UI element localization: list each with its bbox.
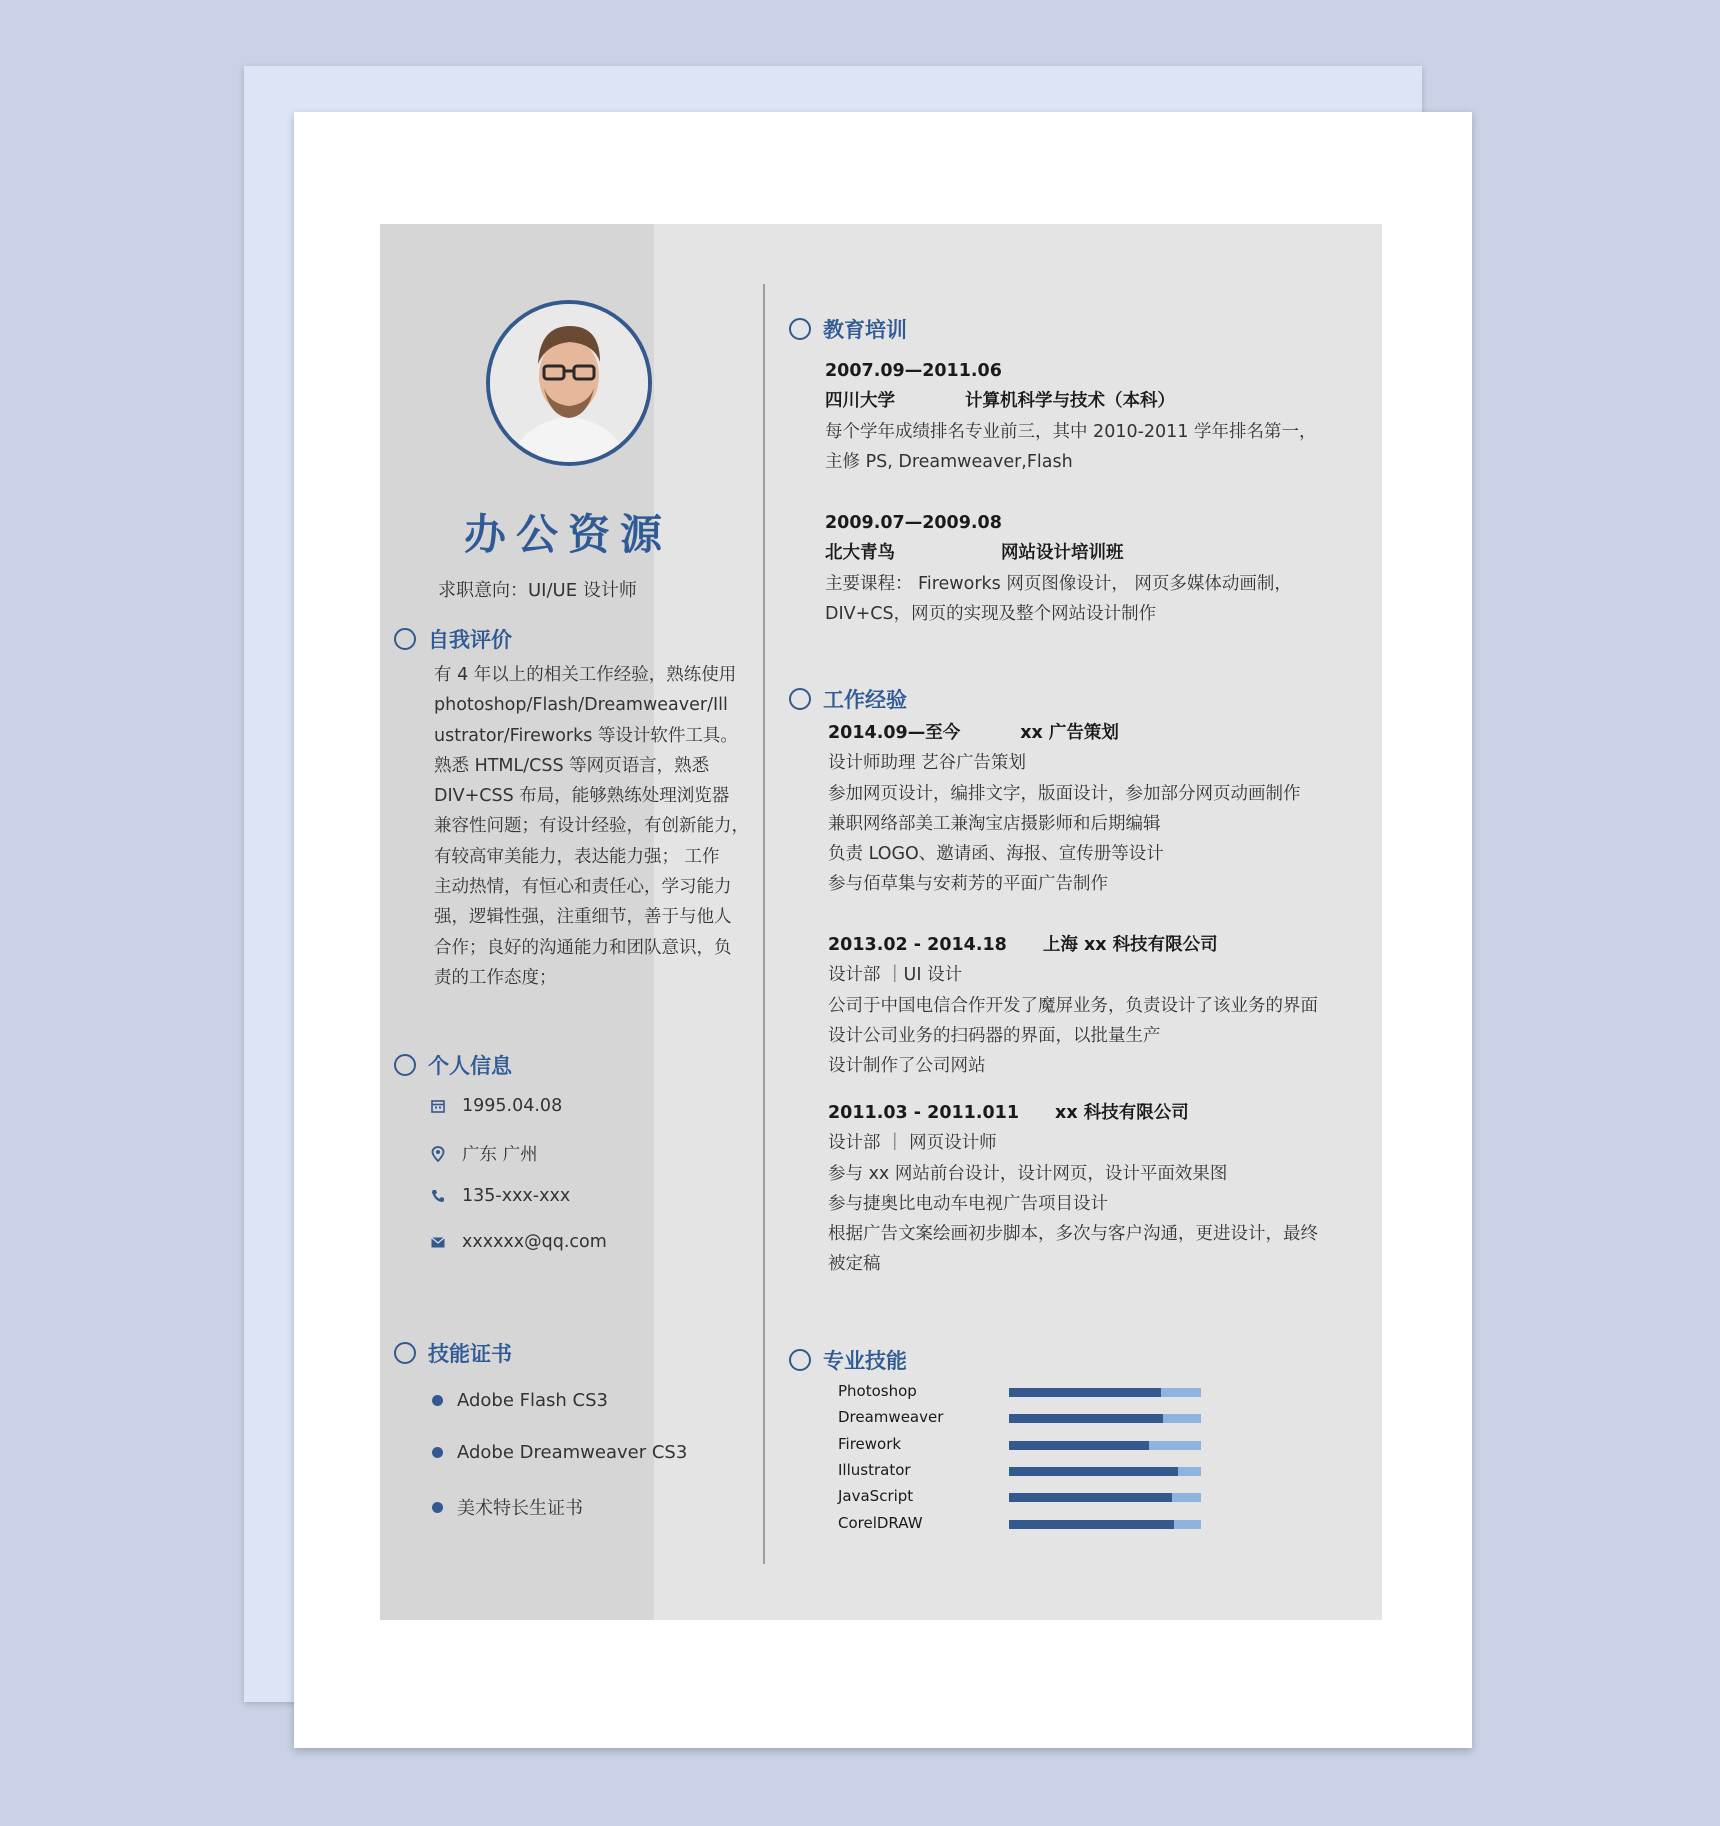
work-entry [828, 930, 1318, 1081]
work-line: 被定稿 [828, 1254, 881, 1275]
work-line: 参与捷奥比电动车电视广告项目设计 [828, 1193, 1108, 1214]
edu-date: 2009.07—2009.08 [825, 513, 1002, 533]
bullet-icon [432, 1395, 443, 1406]
education-entry [825, 508, 1292, 629]
work-line: 根据广告文案绘画初步脚本，多次与客户沟通，更进设计，最终 [828, 1224, 1318, 1245]
person-avatar-icon [490, 304, 648, 462]
edu-line: 主要课程： Fireworks 网页图像设计， 网页多媒体动画制， [825, 573, 1292, 594]
skill-bar-fill [1009, 1467, 1178, 1476]
edu-school: 四川大学 [825, 391, 895, 412]
info-phone [430, 1186, 570, 1206]
section-skills-header [789, 1345, 907, 1375]
edu-line: DIV+CS，网页的实现及整个网站设计制作 [825, 603, 1157, 624]
work-company: xx 广告策划 [1020, 723, 1119, 743]
cert-label: Adobe Flash CS3 [457, 1390, 608, 1411]
skill-bar-fill [1009, 1414, 1163, 1423]
section-work-header [789, 684, 907, 714]
circle-marker-icon [394, 1342, 416, 1364]
work-line: 公司于中国电信合作开发了魔屏业务，负责设计了该业务的界面 [828, 995, 1318, 1016]
cert-item [432, 1442, 687, 1463]
section-personal-header [394, 1050, 512, 1080]
skill-name: Illustrator [838, 1460, 911, 1479]
birthday-value: 1995.04.08 [462, 1096, 563, 1116]
work-company: xx 科技有限公司 [1055, 1103, 1189, 1123]
work-date: 2013.02 - 2014.18 [828, 935, 1007, 955]
self-eval-line: 有 4 年以上的相关工作经验，熟练使用 [434, 665, 737, 685]
edu-line: 每个学年成绩排名专业前三，其中 2010-2011 学年排名第一， [825, 421, 1317, 442]
skill-name: CorelDRAW [838, 1513, 923, 1532]
column-divider [763, 284, 765, 1564]
cert-label: Adobe Dreamweaver CS3 [457, 1442, 688, 1463]
envelope-icon [430, 1234, 446, 1250]
self-eval-line: 合作；良好的沟通能力和团队意识，负 [434, 937, 732, 958]
work-line: 参与 xx 网站前台设计，设计网页，设计平面效果图 [828, 1163, 1228, 1184]
skill-bar [1009, 1441, 1201, 1450]
self-eval-line: 责的工作态度； [434, 967, 557, 988]
section-title: 个人信息 [428, 1054, 512, 1078]
phone-value: 135-xxx-xxx [462, 1186, 571, 1206]
self-eval-line: ustrator/Fireworks 等设计软件工具。 [434, 725, 738, 746]
work-line: 设计制作了公司网站 [828, 1056, 986, 1077]
skill-bar-fill [1009, 1388, 1161, 1397]
skill-bar [1009, 1520, 1201, 1529]
bullet-icon [432, 1502, 443, 1513]
circle-marker-icon [394, 1054, 416, 1076]
skill-name: Photoshop [838, 1382, 917, 1400]
location-pin-icon [430, 1146, 446, 1162]
work-entry [828, 1098, 1318, 1280]
work-company: 上海 xx 科技有限公司 [1042, 935, 1218, 955]
skill-bar-fill [1009, 1493, 1172, 1502]
edu-major: 网站设计培训班 [1001, 543, 1124, 564]
skill-name: JavaScript [838, 1487, 914, 1506]
self-eval-line: 熟悉 HTML/CSS 等网页语言，熟悉 [434, 755, 710, 776]
section-title: 专业技能 [823, 1349, 907, 1373]
section-title: 自我评价 [428, 628, 512, 652]
work-date: 2011.03 - 2011.011 [828, 1103, 1020, 1123]
front-paper-sheet [294, 112, 1472, 1748]
resume-page [380, 224, 1382, 1620]
profile-photo [486, 300, 652, 466]
circle-marker-icon [789, 318, 811, 340]
work-line: 兼职网络部美工兼淘宝店摄影师和后期编辑 [828, 813, 1161, 834]
self-eval-line: 强，逻辑性强，注重细节，善于与他人 [434, 907, 732, 928]
skill-bar [1009, 1388, 1201, 1397]
skill-bar-fill [1009, 1520, 1174, 1529]
work-date: 2014.09—至今 [828, 723, 961, 743]
self-eval-line: 主动热情，有恒心和责任心，学习能力 [434, 877, 732, 898]
self-eval-line: 有较高审美能力，表达能力强； 工作 [434, 846, 720, 867]
skill-name: Firework [838, 1434, 902, 1453]
self-eval-line: 兼容性问题；有设计经验，有创新能力， [434, 816, 749, 837]
section-certs-header [394, 1338, 512, 1368]
circle-marker-icon [789, 688, 811, 710]
work-entry [828, 718, 1301, 900]
self-eval-line: photoshop/Flash/Dreamweaver/Ill [434, 695, 728, 716]
work-line: 设计公司业务的扫码器的界面，以批量生产 [828, 1025, 1161, 1046]
phone-icon [430, 1188, 446, 1204]
work-line: 设计部 ｜ 网页设计师 [828, 1133, 997, 1154]
work-line: 设计师助理 艺谷广告策划 [828, 753, 1027, 774]
skill-name: Dreamweaver [838, 1408, 944, 1427]
skill-bar [1009, 1414, 1201, 1423]
info-birthday [430, 1096, 562, 1116]
person-name: 办公资源 [464, 510, 673, 559]
circle-marker-icon [394, 628, 416, 650]
cert-label: 美术特长生证书 [457, 1498, 583, 1519]
self-eval-text [434, 660, 749, 993]
section-title: 教育培训 [823, 318, 907, 342]
skill-bar [1009, 1493, 1201, 1502]
calendar-icon [430, 1098, 446, 1114]
self-eval-line: DIV+CSS 布局，能够熟练处理浏览器 [434, 786, 730, 807]
cert-item [432, 1390, 608, 1411]
work-line: 参加网页设计，编排文字，版面设计，参加部分网页动画制作 [828, 783, 1301, 804]
work-line: 设计部 ｜UI 设计 [828, 965, 963, 986]
edu-date: 2007.09—2011.06 [825, 361, 1002, 381]
skill-bar [1009, 1467, 1201, 1476]
work-line: 参与佰草集与安莉芳的平面广告制作 [828, 874, 1108, 895]
cert-item [432, 1494, 583, 1520]
email-value: xxxxxx@qq.com [462, 1232, 607, 1252]
section-self-eval-header [394, 624, 512, 654]
section-education-header [789, 314, 907, 344]
edu-school: 北大青鸟 [825, 543, 895, 564]
edu-line: 主修 PS, Dreamweaver,Flash [825, 451, 1073, 472]
bullet-icon [432, 1447, 443, 1458]
edu-major: 计算机科学与技术（本科） [965, 391, 1175, 412]
circle-marker-icon [789, 1349, 811, 1371]
section-title: 工作经验 [823, 688, 907, 712]
section-title: 技能证书 [428, 1342, 512, 1366]
info-email [430, 1232, 607, 1252]
info-location [430, 1141, 538, 1166]
job-intent: 求职意向：UI/UE 设计师 [438, 580, 637, 601]
work-line: 负责 LOGO、邀请函、海报、宣传册等设计 [828, 844, 1164, 865]
location-value: 广东 广州 [462, 1145, 538, 1165]
education-entry [825, 356, 1317, 477]
skill-bar-fill [1009, 1441, 1149, 1450]
